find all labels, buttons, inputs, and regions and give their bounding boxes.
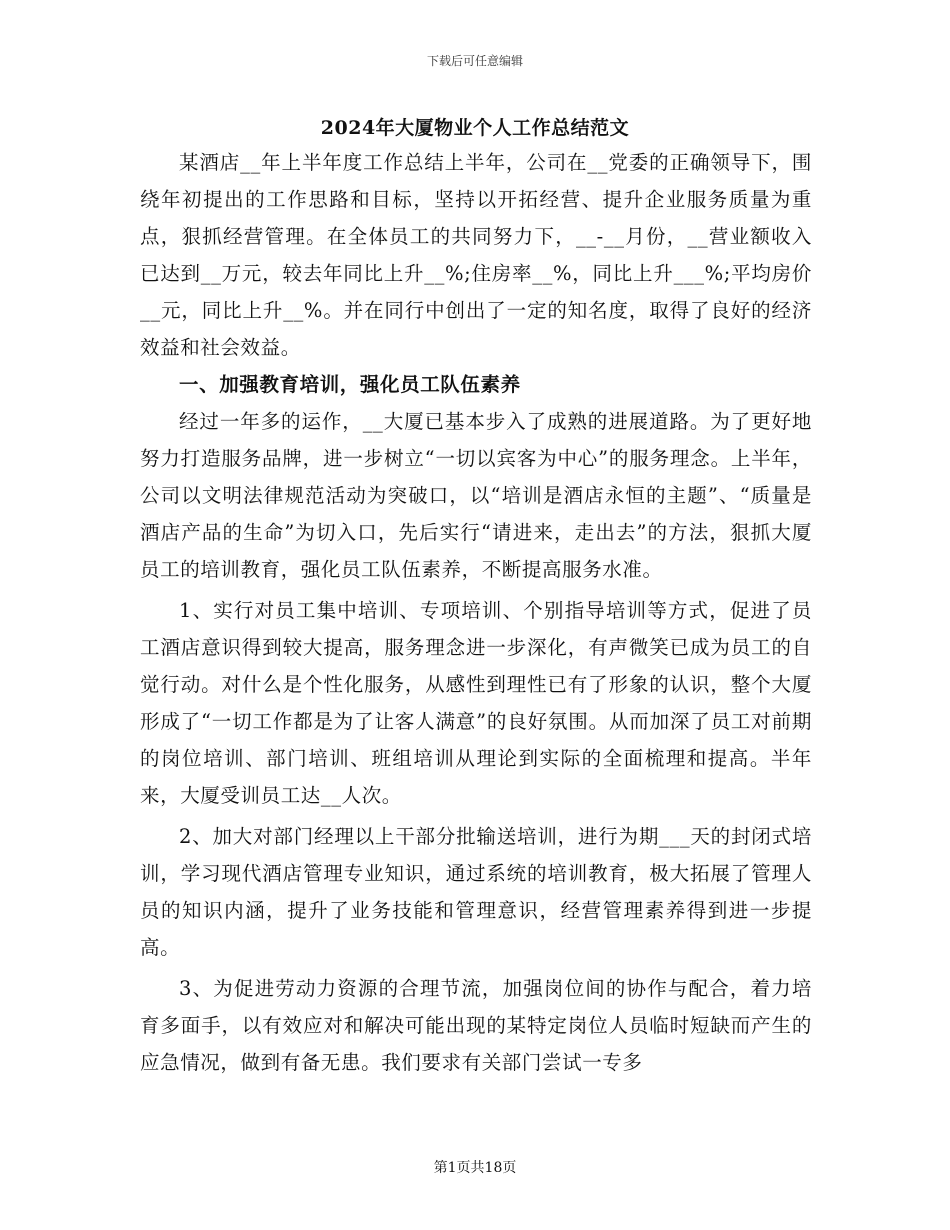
paragraph-item-3: 3、为促进劳动力资源的合理节流，加强岗位间的协作与配合，着力培育多面手，以有效应对和解决可能出现的某特定岗位人员临时短缺而产生的应急情况，做到有备无患。我们要求有关部门尝试一专多 xyxy=(140,977,812,1074)
paragraph-item-2: 2、加大对部门经理以上干部分批输送培训，进行为期___天的封闭式培训，学习现代酒店管理专业知识，通过系统的培训教育，极大拓展了管理人员的知识内涵，提升了业务技能和管理意识，经营管理素养得到进一步提高。 xyxy=(140,825,812,959)
header-note: 下载后可任意编辑 xyxy=(426,54,523,68)
paragraph-item-1: 1、实行对员工集中培训、专项培训、个别指导培训等方式，促进了员工酒店意识得到较大提高，服务理念进一步深化，有声微笑已成为员工的自觉行动。对什么是个性化服务，从感性到理性已有了形象的认识，整个大厦形成了“一切工作都是为了让客人满意”的良好氛围。从而加深了员工对前期的岗位培训、部门培训、班组培训从理论到实际的全面梳理和提高。半年来，大厦受训员工达__人次。 xyxy=(140,599,812,807)
section-heading-1: 一、加强教育培训，强化员工队伍素养 xyxy=(179,373,521,396)
page-indicator: 第1页共18页 xyxy=(433,1160,517,1176)
paragraph-intro: 某酒店__年上半年度工作总结上半年，公司在__党委的正确领导下，围绕年初提出的工作思路和目标，坚持以开拓经营、提升企业服务质量为重点，狠抓经营管理。在全体员工的共同努力下，__-__月份，__营业额收入已达到__万元，较去年同比上升__%;住房率__%，同比上升___%;平均房价__元，同比上升__%。并在同行中创出了一定的知名度，取得了良好的经济效益和社会效益。 xyxy=(140,151,812,359)
document-body xyxy=(140,144,812,1081)
document-title: 2024年大厦物业个人工作总结范文 xyxy=(320,117,630,139)
paragraph-section-1: 经过一年多的运作，__大厦已基本步入了成熟的进展道路。为了更好地努力打造服务品牌，进一步树立“一切以宾客为中心”的服务理念。上半年，公司以文明法律规范活动为突破口，以“培训是酒店永恒的主题”、“质量是酒店产品的生命”为切入口，先后实行“请进来，走出去”的方法，狠抓大厦员工的培训教育，强化员工队伍素养，不断提高服务水准。 xyxy=(140,410,812,581)
